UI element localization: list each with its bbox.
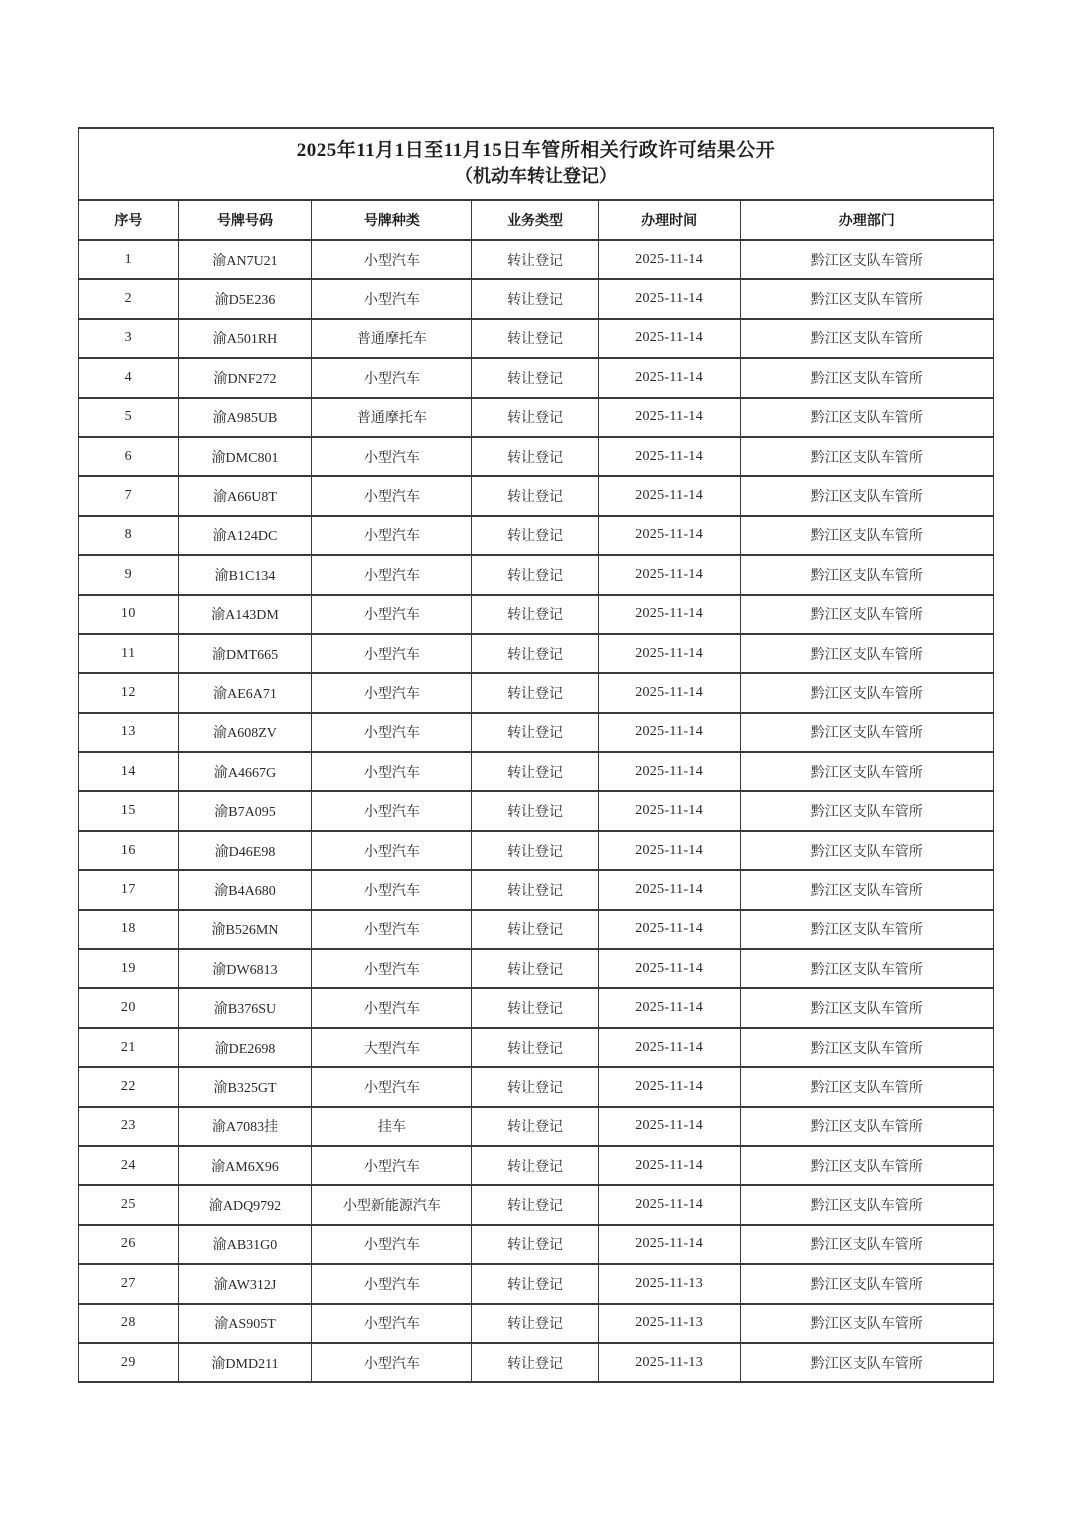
cell-business-type: 转让登记: [472, 988, 598, 1027]
column-header-index: 序号: [79, 200, 179, 240]
cell-process-date: 2025-11-14: [598, 358, 740, 397]
cell-business-type: 转让登记: [472, 319, 598, 358]
cell-plate-type: 小型汽车: [312, 437, 472, 476]
cell-plate-type: 小型新能源汽车: [312, 1185, 472, 1224]
cell-process-date: 2025-11-14: [598, 1067, 740, 1106]
cell-index: 7: [79, 476, 179, 515]
cell-process-date: 2025-11-14: [598, 831, 740, 870]
cell-index: 2: [79, 279, 179, 318]
cell-index: 9: [79, 555, 179, 594]
cell-process-date: 2025-11-13: [598, 1343, 740, 1382]
cell-department: 黔江区支队车管所: [740, 516, 993, 555]
cell-department: 黔江区支队车管所: [740, 1028, 993, 1067]
cell-plate-type: 小型汽车: [312, 1225, 472, 1264]
table-row: [79, 1264, 994, 1303]
cell-process-date: 2025-11-14: [598, 437, 740, 476]
cell-plate-type: 小型汽车: [312, 279, 472, 318]
cell-plate-type: 普通摩托车: [312, 319, 472, 358]
cell-department: 黔江区支队车管所: [740, 673, 993, 712]
cell-process-date: 2025-11-14: [598, 279, 740, 318]
table-row: [79, 870, 994, 909]
cell-process-date: 2025-11-14: [598, 910, 740, 949]
cell-plate-type: 小型汽车: [312, 713, 472, 752]
cell-process-date: 2025-11-14: [598, 1225, 740, 1264]
cell-index: 24: [79, 1146, 179, 1185]
cell-plate-number: 渝DE2698: [178, 1028, 312, 1067]
cell-plate-type: 小型汽车: [312, 1067, 472, 1106]
table-row: [79, 319, 994, 358]
table-row: [79, 1304, 994, 1343]
cell-process-date: 2025-11-14: [598, 319, 740, 358]
cell-plate-number: 渝AM6X96: [178, 1146, 312, 1185]
cell-process-date: 2025-11-14: [598, 1107, 740, 1146]
table-row: [79, 1028, 994, 1067]
cell-plate-type: 小型汽车: [312, 988, 472, 1027]
cell-department: 黔江区支队车管所: [740, 713, 993, 752]
table-row: [79, 910, 994, 949]
cell-index: 5: [79, 398, 179, 437]
cell-business-type: 转让登记: [472, 1028, 598, 1067]
cell-department: 黔江区支队车管所: [740, 358, 993, 397]
cell-process-date: 2025-11-14: [598, 713, 740, 752]
cell-department: 黔江区支队车管所: [740, 1343, 993, 1382]
cell-business-type: 转让登记: [472, 398, 598, 437]
cell-plate-type: 小型汽车: [312, 949, 472, 988]
cell-plate-number: 渝B7A095: [178, 791, 312, 830]
table-row: [79, 1146, 994, 1185]
cell-process-date: 2025-11-14: [598, 752, 740, 791]
cell-business-type: 转让登记: [472, 1107, 598, 1146]
cell-index: 25: [79, 1185, 179, 1224]
table-row: [79, 358, 994, 397]
table-row: [79, 555, 994, 594]
cell-process-date: 2025-11-13: [598, 1304, 740, 1343]
cell-department: 黔江区支队车管所: [740, 831, 993, 870]
cell-department: 黔江区支队车管所: [740, 791, 993, 830]
cell-plate-number: 渝AN7U21: [178, 240, 312, 279]
column-header-process-date: 办理时间: [598, 200, 740, 240]
cell-department: 黔江区支队车管所: [740, 949, 993, 988]
cell-index: 17: [79, 870, 179, 909]
cell-process-date: 2025-11-13: [598, 1264, 740, 1303]
table-row: [79, 595, 994, 634]
cell-process-date: 2025-11-14: [598, 949, 740, 988]
cell-plate-number: 渝AW312J: [178, 1264, 312, 1303]
cell-business-type: 转让登记: [472, 634, 598, 673]
cell-department: 黔江区支队车管所: [740, 1185, 993, 1224]
column-header-department: 办理部门: [740, 200, 993, 240]
cell-plate-number: 渝AE6A71: [178, 673, 312, 712]
cell-index: 10: [79, 595, 179, 634]
cell-plate-number: 渝A608ZV: [178, 713, 312, 752]
cell-process-date: 2025-11-14: [598, 1185, 740, 1224]
table-title-line2: （机动车转让登记）: [455, 166, 617, 186]
cell-business-type: 转让登记: [472, 791, 598, 830]
license-results-table: [78, 127, 994, 1383]
cell-plate-number: 渝DW6813: [178, 949, 312, 988]
cell-department: 黔江区支队车管所: [740, 1107, 993, 1146]
table-row: [79, 673, 994, 712]
cell-plate-type: 小型汽车: [312, 634, 472, 673]
table-row: [79, 279, 994, 318]
cell-business-type: 转让登记: [472, 713, 598, 752]
cell-plate-number: 渝B526MN: [178, 910, 312, 949]
cell-department: 黔江区支队车管所: [740, 1225, 993, 1264]
cell-process-date: 2025-11-14: [598, 398, 740, 437]
cell-business-type: 转让登记: [472, 437, 598, 476]
cell-plate-type: 小型汽车: [312, 910, 472, 949]
cell-plate-type: 小型汽车: [312, 1343, 472, 1382]
cell-business-type: 转让登记: [472, 831, 598, 870]
cell-plate-type: 小型汽车: [312, 240, 472, 279]
table-row: [79, 1185, 994, 1224]
cell-business-type: 转让登记: [472, 949, 598, 988]
cell-process-date: 2025-11-14: [598, 555, 740, 594]
cell-process-date: 2025-11-14: [598, 476, 740, 515]
cell-plate-number: 渝A7083挂: [178, 1107, 312, 1146]
cell-business-type: 转让登记: [472, 1146, 598, 1185]
cell-plate-number: 渝A143DM: [178, 595, 312, 634]
cell-department: 黔江区支队车管所: [740, 1304, 993, 1343]
cell-index: 16: [79, 831, 179, 870]
table-row: [79, 516, 994, 555]
cell-plate-number: 渝AB31G0: [178, 1225, 312, 1264]
table-row: [79, 791, 994, 830]
cell-plate-number: 渝DMT665: [178, 634, 312, 673]
cell-business-type: 转让登记: [472, 358, 598, 397]
cell-index: 18: [79, 910, 179, 949]
cell-business-type: 转让登记: [472, 1264, 598, 1303]
table-row: [79, 240, 994, 279]
cell-plate-number: 渝AS905T: [178, 1304, 312, 1343]
table-header-row: [79, 200, 994, 240]
cell-department: 黔江区支队车管所: [740, 595, 993, 634]
cell-plate-number: 渝DMC801: [178, 437, 312, 476]
table-row: [79, 831, 994, 870]
cell-business-type: 转让登记: [472, 240, 598, 279]
cell-index: 28: [79, 1304, 179, 1343]
cell-business-type: 转让登记: [472, 476, 598, 515]
cell-process-date: 2025-11-14: [598, 988, 740, 1027]
cell-plate-number: 渝A985UB: [178, 398, 312, 437]
table-row: [79, 949, 994, 988]
cell-index: 19: [79, 949, 179, 988]
cell-plate-type: 小型汽车: [312, 673, 472, 712]
cell-index: 6: [79, 437, 179, 476]
cell-business-type: 转让登记: [472, 1225, 598, 1264]
cell-department: 黔江区支队车管所: [740, 1067, 993, 1106]
cell-plate-type: 小型汽车: [312, 791, 472, 830]
cell-index: 3: [79, 319, 179, 358]
cell-process-date: 2025-11-14: [598, 634, 740, 673]
cell-business-type: 转让登记: [472, 910, 598, 949]
cell-index: 4: [79, 358, 179, 397]
column-header-plate-number: 号牌号码: [178, 200, 312, 240]
cell-department: 黔江区支队车管所: [740, 634, 993, 673]
table-row: [79, 1225, 994, 1264]
cell-business-type: 转让登记: [472, 279, 598, 318]
table-row: [79, 1107, 994, 1146]
column-header-plate-type: 号牌种类: [312, 200, 472, 240]
cell-plate-number: 渝D46E98: [178, 831, 312, 870]
cell-index: 15: [79, 791, 179, 830]
cell-plate-type: 小型汽车: [312, 358, 472, 397]
cell-business-type: 转让登记: [472, 1185, 598, 1224]
cell-plate-type: 小型汽车: [312, 752, 472, 791]
cell-plate-number: 渝DMD211: [178, 1343, 312, 1382]
cell-plate-number: 渝A501RH: [178, 319, 312, 358]
cell-index: 21: [79, 1028, 179, 1067]
cell-plate-type: 小型汽车: [312, 516, 472, 555]
cell-department: 黔江区支队车管所: [740, 319, 993, 358]
cell-department: 黔江区支队车管所: [740, 1264, 993, 1303]
cell-index: 29: [79, 1343, 179, 1382]
cell-department: 黔江区支队车管所: [740, 910, 993, 949]
cell-business-type: 转让登记: [472, 555, 598, 594]
cell-plate-number: 渝A4667G: [178, 752, 312, 791]
cell-plate-number: 渝DNF272: [178, 358, 312, 397]
cell-index: 14: [79, 752, 179, 791]
cell-process-date: 2025-11-14: [598, 595, 740, 634]
cell-department: 黔江区支队车管所: [740, 476, 993, 515]
table-title: [79, 128, 994, 200]
cell-business-type: 转让登记: [472, 752, 598, 791]
table-title-line1: 2025年11月1日至11月15日车管所相关行政许可结果公开: [296, 140, 776, 161]
cell-business-type: 转让登记: [472, 516, 598, 555]
cell-department: 黔江区支队车管所: [740, 752, 993, 791]
table-row: [79, 437, 994, 476]
column-header-business-type: 业务类型: [472, 200, 598, 240]
table-row: [79, 1067, 994, 1106]
cell-department: 黔江区支队车管所: [740, 279, 993, 318]
cell-department: 黔江区支队车管所: [740, 398, 993, 437]
cell-plate-type: 小型汽车: [312, 595, 472, 634]
cell-business-type: 转让登记: [472, 870, 598, 909]
cell-plate-number: 渝A66U8T: [178, 476, 312, 515]
cell-department: 黔江区支队车管所: [740, 988, 993, 1027]
cell-process-date: 2025-11-14: [598, 1028, 740, 1067]
cell-plate-number: 渝B376SU: [178, 988, 312, 1027]
cell-business-type: 转让登记: [472, 673, 598, 712]
cell-plate-type: 小型汽车: [312, 870, 472, 909]
cell-index: 22: [79, 1067, 179, 1106]
title-row: [79, 128, 994, 200]
cell-plate-number: 渝ADQ9792: [178, 1185, 312, 1224]
cell-plate-number: 渝B4A680: [178, 870, 312, 909]
cell-index: 23: [79, 1107, 179, 1146]
cell-index: 26: [79, 1225, 179, 1264]
cell-plate-type: 大型汽车: [312, 1028, 472, 1067]
cell-plate-type: 小型汽车: [312, 1264, 472, 1303]
cell-process-date: 2025-11-14: [598, 516, 740, 555]
cell-business-type: 转让登记: [472, 1343, 598, 1382]
cell-process-date: 2025-11-14: [598, 240, 740, 279]
table-row: [79, 713, 994, 752]
cell-department: 黔江区支队车管所: [740, 1146, 993, 1185]
cell-plate-number: 渝A124DC: [178, 516, 312, 555]
cell-department: 黔江区支队车管所: [740, 437, 993, 476]
cell-index: 8: [79, 516, 179, 555]
table-row: [79, 1343, 994, 1382]
cell-plate-type: 小型汽车: [312, 831, 472, 870]
cell-index: 20: [79, 988, 179, 1027]
cell-process-date: 2025-11-14: [598, 673, 740, 712]
cell-plate-type: 小型汽车: [312, 1304, 472, 1343]
cell-business-type: 转让登记: [472, 1304, 598, 1343]
cell-department: 黔江区支队车管所: [740, 555, 993, 594]
cell-plate-number: 渝B325GT: [178, 1067, 312, 1106]
cell-index: 13: [79, 713, 179, 752]
table-row: [79, 634, 994, 673]
cell-department: 黔江区支队车管所: [740, 240, 993, 279]
cell-index: 27: [79, 1264, 179, 1303]
table-row: [79, 476, 994, 515]
cell-process-date: 2025-11-14: [598, 870, 740, 909]
cell-plate-type: 小型汽车: [312, 1146, 472, 1185]
table-row: [79, 988, 994, 1027]
cell-plate-number: 渝D5E236: [178, 279, 312, 318]
cell-business-type: 转让登记: [472, 595, 598, 634]
cell-index: 11: [79, 634, 179, 673]
cell-process-date: 2025-11-14: [598, 791, 740, 830]
cell-index: 1: [79, 240, 179, 279]
cell-department: 黔江区支队车管所: [740, 870, 993, 909]
cell-plate-type: 普通摩托车: [312, 398, 472, 437]
table-row: [79, 752, 994, 791]
cell-plate-type: 挂车: [312, 1107, 472, 1146]
cell-process-date: 2025-11-14: [598, 1146, 740, 1185]
cell-plate-type: 小型汽车: [312, 476, 472, 515]
table-row: [79, 398, 994, 437]
cell-plate-type: 小型汽车: [312, 555, 472, 594]
cell-business-type: 转让登记: [472, 1067, 598, 1106]
cell-index: 12: [79, 673, 179, 712]
cell-plate-number: 渝B1C134: [178, 555, 312, 594]
